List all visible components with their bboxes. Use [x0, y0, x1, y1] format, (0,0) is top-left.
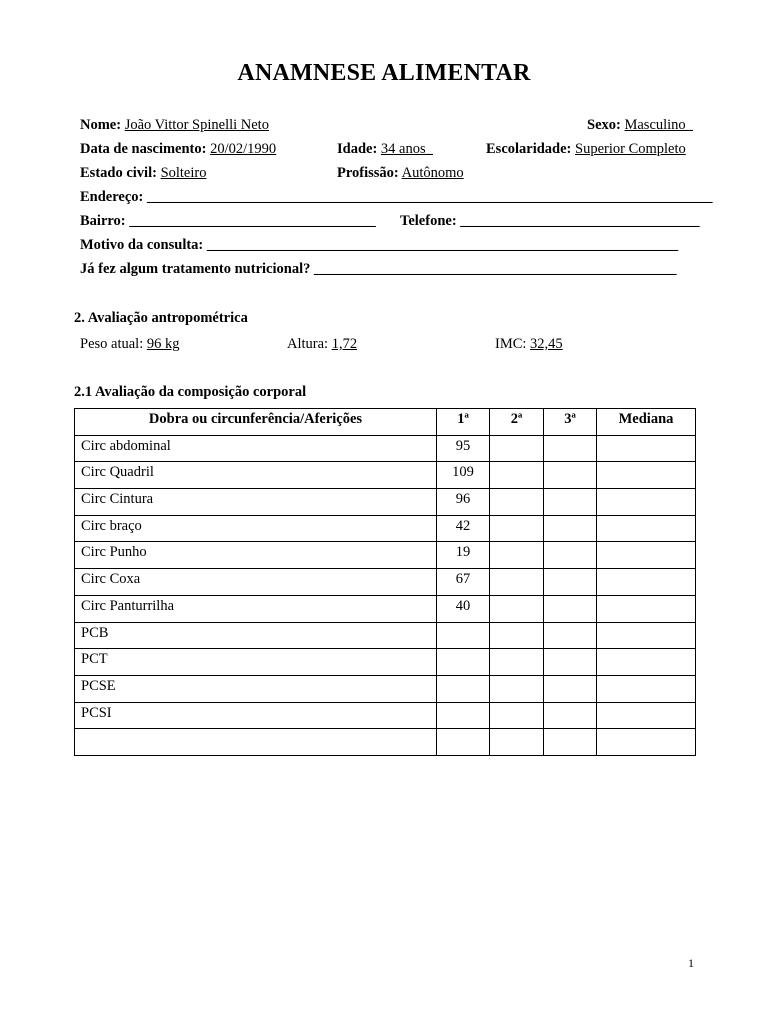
- median-cell[interactable]: [597, 729, 696, 756]
- table-row: [75, 462, 696, 489]
- measure-1-cell[interactable]: 42: [437, 515, 490, 542]
- motivo-line: [80, 236, 678, 254]
- imc-line: [495, 335, 563, 353]
- measure-1-cell[interactable]: [437, 649, 490, 676]
- measure-1-cell[interactable]: 95: [437, 435, 490, 462]
- measure-1-cell[interactable]: [437, 702, 490, 729]
- telefone-label: Telefone:: [400, 213, 457, 229]
- measure-name-cell[interactable]: Circ braço: [75, 515, 437, 542]
- idade-value[interactable]: 34 anos_: [380, 141, 433, 157]
- telefone-line: [400, 212, 700, 230]
- motivo-field[interactable]: _________________________________________________________________: [206, 237, 679, 253]
- measure-3-cell[interactable]: [544, 595, 597, 622]
- measure-1-cell[interactable]: 96: [437, 489, 490, 516]
- estado-civil-value[interactable]: Solteiro: [160, 165, 207, 181]
- table-row: [75, 435, 696, 462]
- peso-label: Peso atual:: [80, 336, 144, 352]
- measure-1-cell[interactable]: [437, 622, 490, 649]
- idade-label: Idade:: [337, 141, 378, 157]
- measure-name-cell[interactable]: Circ abdominal: [75, 435, 437, 462]
- median-cell[interactable]: [597, 702, 696, 729]
- measure-1-cell[interactable]: [437, 675, 490, 702]
- measure-2-cell[interactable]: [490, 542, 544, 569]
- page-number: 1: [688, 956, 694, 970]
- nascimento-label: Data de nascimento:: [80, 141, 207, 157]
- nascimento-value[interactable]: 20/02/1990: [210, 141, 277, 157]
- imc-label: IMC:: [495, 336, 527, 352]
- table-row: [75, 542, 696, 569]
- bairro-label: Bairro:: [80, 213, 126, 229]
- header-second: 2ª: [490, 409, 544, 436]
- measure-2-cell[interactable]: [490, 729, 544, 756]
- endereco-label: Endereço:: [80, 189, 144, 205]
- median-cell[interactable]: [597, 675, 696, 702]
- table-row: [75, 649, 696, 676]
- measure-3-cell[interactable]: [544, 515, 597, 542]
- median-cell[interactable]: [597, 489, 696, 516]
- sexo-label: Sexo:: [587, 117, 621, 133]
- nascimento-line: [80, 140, 276, 158]
- measure-name-cell[interactable]: Circ Cintura: [75, 489, 437, 516]
- idade-line: [337, 140, 433, 158]
- escolaridade-line: [486, 140, 686, 158]
- measure-2-cell[interactable]: [490, 622, 544, 649]
- estado-civil-label: Estado civil:: [80, 165, 157, 181]
- tratamento-field[interactable]: __________________________________________________: [313, 261, 677, 277]
- measure-2-cell[interactable]: [490, 435, 544, 462]
- measure-2-cell[interactable]: [490, 702, 544, 729]
- measure-name-cell[interactable]: PCSI: [75, 702, 437, 729]
- tratamento-line: [80, 260, 676, 278]
- table-row: [75, 702, 696, 729]
- measure-name-cell[interactable]: Circ Coxa: [75, 569, 437, 596]
- measure-name-cell[interactable]: Circ Panturrilha: [75, 595, 437, 622]
- measure-1-cell[interactable]: 67: [437, 569, 490, 596]
- altura-line: [287, 335, 357, 353]
- measure-3-cell[interactable]: [544, 675, 597, 702]
- bairro-field[interactable]: __________________________________: [129, 213, 376, 229]
- nome-label: Nome:: [80, 117, 122, 133]
- endereco-line: [80, 188, 713, 206]
- measure-2-cell[interactable]: [490, 595, 544, 622]
- peso-line: [80, 335, 179, 353]
- profissao-value[interactable]: Autônomo: [401, 165, 464, 181]
- altura-value[interactable]: 1,72: [331, 336, 358, 352]
- measure-2-cell[interactable]: [490, 462, 544, 489]
- measure-name-cell[interactable]: Circ Quadril: [75, 462, 437, 489]
- endereco-field[interactable]: ______________________________________________________________________________: [147, 189, 713, 205]
- table-header-row: [75, 409, 696, 436]
- median-cell[interactable]: [597, 462, 696, 489]
- composition-heading: 2.1 Avaliação da composição corporal: [74, 384, 307, 400]
- bairro-line: [80, 212, 376, 230]
- measure-3-cell[interactable]: [544, 649, 597, 676]
- nome-value[interactable]: João Vittor Spinelli Neto: [124, 117, 269, 133]
- motivo-label: Motivo da consulta:: [80, 237, 204, 253]
- composition-table: [74, 408, 696, 756]
- measure-2-cell[interactable]: [490, 649, 544, 676]
- measure-3-cell[interactable]: [544, 702, 597, 729]
- imc-value[interactable]: 32,45: [530, 336, 563, 352]
- measure-1-cell[interactable]: 109: [437, 462, 490, 489]
- measure-3-cell[interactable]: [544, 462, 597, 489]
- median-cell[interactable]: [597, 649, 696, 676]
- measure-name-cell[interactable]: PCT: [75, 649, 437, 676]
- measure-1-cell[interactable]: 40: [437, 595, 490, 622]
- nome-line: [80, 116, 269, 134]
- median-cell[interactable]: [597, 515, 696, 542]
- measure-3-cell[interactable]: [544, 542, 597, 569]
- table-body: [75, 435, 696, 755]
- measure-name-cell[interactable]: Circ Punho: [75, 542, 437, 569]
- measure-2-cell[interactable]: [490, 675, 544, 702]
- measure-2-cell[interactable]: [490, 569, 544, 596]
- estado-civil-line: [80, 164, 206, 182]
- measure-2-cell[interactable]: [490, 515, 544, 542]
- measure-2-cell[interactable]: [490, 489, 544, 516]
- table-row: [75, 569, 696, 596]
- median-cell[interactable]: [597, 569, 696, 596]
- tratamento-label: Já fez algum tratamento nutricional?: [80, 261, 311, 277]
- measure-1-cell[interactable]: [437, 729, 490, 756]
- sexo-value[interactable]: Masculino_: [624, 117, 693, 133]
- peso-value[interactable]: 96 kg: [146, 336, 180, 352]
- header-measurement: Dobra ou circunferência/Aferições: [75, 409, 437, 436]
- measure-name-cell[interactable]: PCB: [75, 622, 437, 649]
- sexo-line: [587, 116, 693, 134]
- measure-1-cell[interactable]: 19: [437, 542, 490, 569]
- measure-3-cell[interactable]: [544, 569, 597, 596]
- median-cell[interactable]: [597, 435, 696, 462]
- median-cell[interactable]: [597, 622, 696, 649]
- header-third: 3ª: [544, 409, 597, 436]
- table-row: [75, 622, 696, 649]
- anthropometry-heading: 2. Avaliação antropométrica: [74, 310, 248, 326]
- table-row: [75, 489, 696, 516]
- escolaridade-label: Escolaridade:: [486, 141, 572, 157]
- measure-3-cell[interactable]: [544, 435, 597, 462]
- measure-3-cell[interactable]: [544, 489, 597, 516]
- profissao-line: [337, 164, 464, 182]
- median-cell[interactable]: [597, 542, 696, 569]
- table-row: [75, 675, 696, 702]
- table-row: [75, 595, 696, 622]
- header-median: Mediana: [597, 409, 696, 436]
- measure-name-cell[interactable]: PCSE: [75, 675, 437, 702]
- page-title: ANAMNESE ALIMENTAR: [237, 60, 531, 86]
- table-row: [75, 729, 696, 756]
- escolaridade-value[interactable]: Superior Completo: [575, 141, 686, 157]
- median-cell[interactable]: [597, 595, 696, 622]
- measure-3-cell[interactable]: [544, 729, 597, 756]
- measure-name-cell[interactable]: [75, 729, 437, 756]
- telefone-field[interactable]: _________________________________: [460, 213, 700, 229]
- table-row: [75, 515, 696, 542]
- altura-label: Altura:: [287, 336, 329, 352]
- header-first: 1ª: [437, 409, 490, 436]
- measure-3-cell[interactable]: [544, 622, 597, 649]
- profissao-label: Profissão:: [337, 165, 399, 181]
